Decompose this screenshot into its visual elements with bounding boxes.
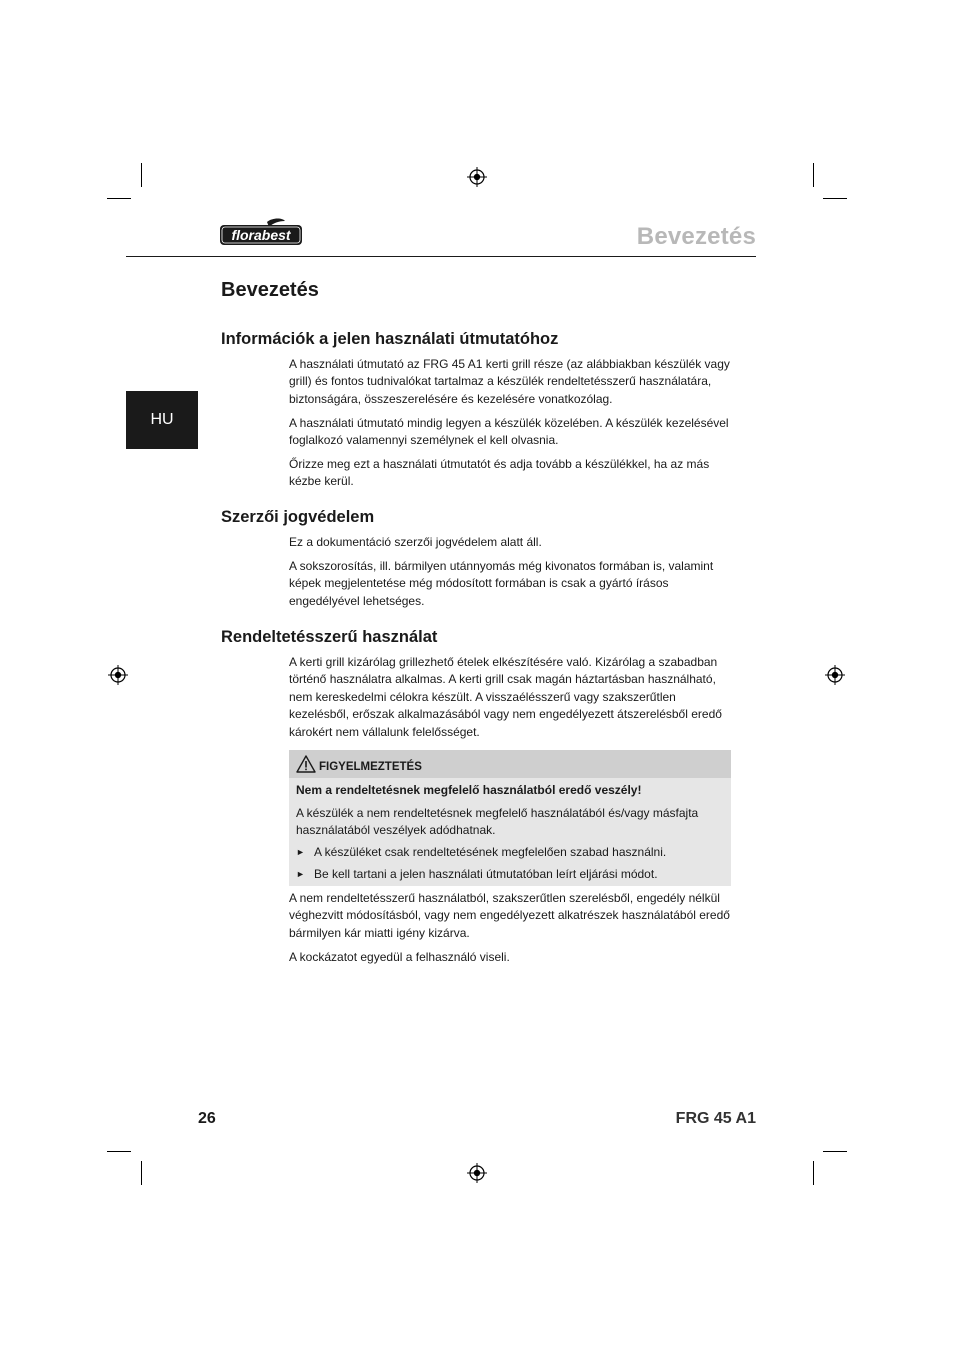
warning-bullet xyxy=(296,866,658,883)
warning-body: A készülék a nem rendeltetésnek megfelelő használatából és/vagy másfajta használatából veszélyek adódhatnak. xyxy=(296,806,699,838)
paragraph: Őrizze meg ezt a használati útmutatót és adja tovább a készülékkel, ha az más kézbe kerül. xyxy=(289,457,710,489)
crop-mark xyxy=(141,163,142,187)
arrow-icon: ► xyxy=(296,869,305,879)
warning-label: FIGYELMEZTETÉS xyxy=(319,761,422,773)
warning-header xyxy=(289,750,731,778)
registration-mark-icon xyxy=(825,665,845,685)
model-number: FRG 45 A1 xyxy=(675,1110,756,1127)
warning-box xyxy=(289,750,731,886)
bullet-text: A készüléket csak rendeltetésének megfelelően szabad használni. xyxy=(314,845,667,859)
paragraph: A sokszorosítás, ill. bármilyen utánnyomás még kivonatos formában is, valamint képek megjelentetése még módosított formában is csak a gyártó írásos engedélyével lehetséges. xyxy=(289,559,714,608)
registration-mark-icon xyxy=(467,167,487,187)
language-tab xyxy=(126,391,198,449)
section-heading-intended-use: Rendeltetésszerű használat xyxy=(221,628,438,646)
header-rule xyxy=(126,256,756,257)
page-number: 26 xyxy=(198,1110,216,1127)
crop-mark xyxy=(813,163,814,187)
bullet-text: Be kell tartani a jelen használati útmutatóban leírt eljárási módot. xyxy=(314,867,658,881)
crop-mark xyxy=(823,198,847,199)
paragraph: A kerti grill kizárólag grillezhető ételek elkészítésére való. Kizárólag a szabadban történő használatra alkalmas. A kerti grill csak magán háztartásban használható, nem kereskedelmi célokra készült. A visszaélésszerű vagy szakszerűtlen kezelésből, erőszak alkalmazásából vagy nem engedélyezett átszerelésből eredő károkért nem vállalunk felelősséget. xyxy=(289,655,722,739)
warning-triangle-icon xyxy=(296,755,316,773)
florabest-logo xyxy=(219,218,303,246)
registration-mark-icon xyxy=(467,1163,487,1183)
language-code: HU xyxy=(150,411,174,428)
paragraph: Ez a dokumentáció szerzői jogvédelem alatt áll. xyxy=(289,535,542,549)
crop-mark xyxy=(107,1151,131,1152)
paragraph: A nem rendeltetésszerű használatból, szakszerűtlen szerelésből, engedély nélkül véghezvitt módosításból, vagy nem engedélyezett alkatrészek használatából eredő bármilyen kár miatti igény kizárva. xyxy=(289,891,730,940)
registration-mark-icon xyxy=(108,665,128,685)
paragraph: A használati útmutató mindig legyen a készülék közelében. A készülék kezelésével foglalkozó valamennyi személynek el kell olvasnia. xyxy=(289,416,729,448)
crop-mark xyxy=(141,1161,142,1185)
crop-mark xyxy=(823,1151,847,1152)
arrow-icon: ► xyxy=(296,847,305,857)
paragraph: A kockázatot egyedül a felhasználó viseli. xyxy=(289,950,510,964)
paragraph: A használati útmutató az FRG 45 A1 kerti grill része (az alábbiakban készülék vagy grill) és fontos tudnivalókat tartalmaz a készülék rendeltetésszerű használatára, biztonságára, összeszerelésére és kezelésére vonatkozólag. xyxy=(289,357,730,406)
section-heading-copyright: Szerzői jogvédelem xyxy=(221,508,375,526)
crop-mark xyxy=(107,198,131,199)
page-heading: Bevezetés xyxy=(636,223,756,250)
page-title: Bevezetés xyxy=(221,279,319,301)
warning-subheading: Nem a rendeltetésnek megfelelő használatból eredő veszély! xyxy=(296,783,642,797)
section-heading-info: Információk a jelen használati útmutatóhoz xyxy=(221,330,559,348)
svg-text:florabest: florabest xyxy=(231,227,291,243)
warning-bullet xyxy=(296,844,666,861)
crop-mark xyxy=(813,1161,814,1185)
